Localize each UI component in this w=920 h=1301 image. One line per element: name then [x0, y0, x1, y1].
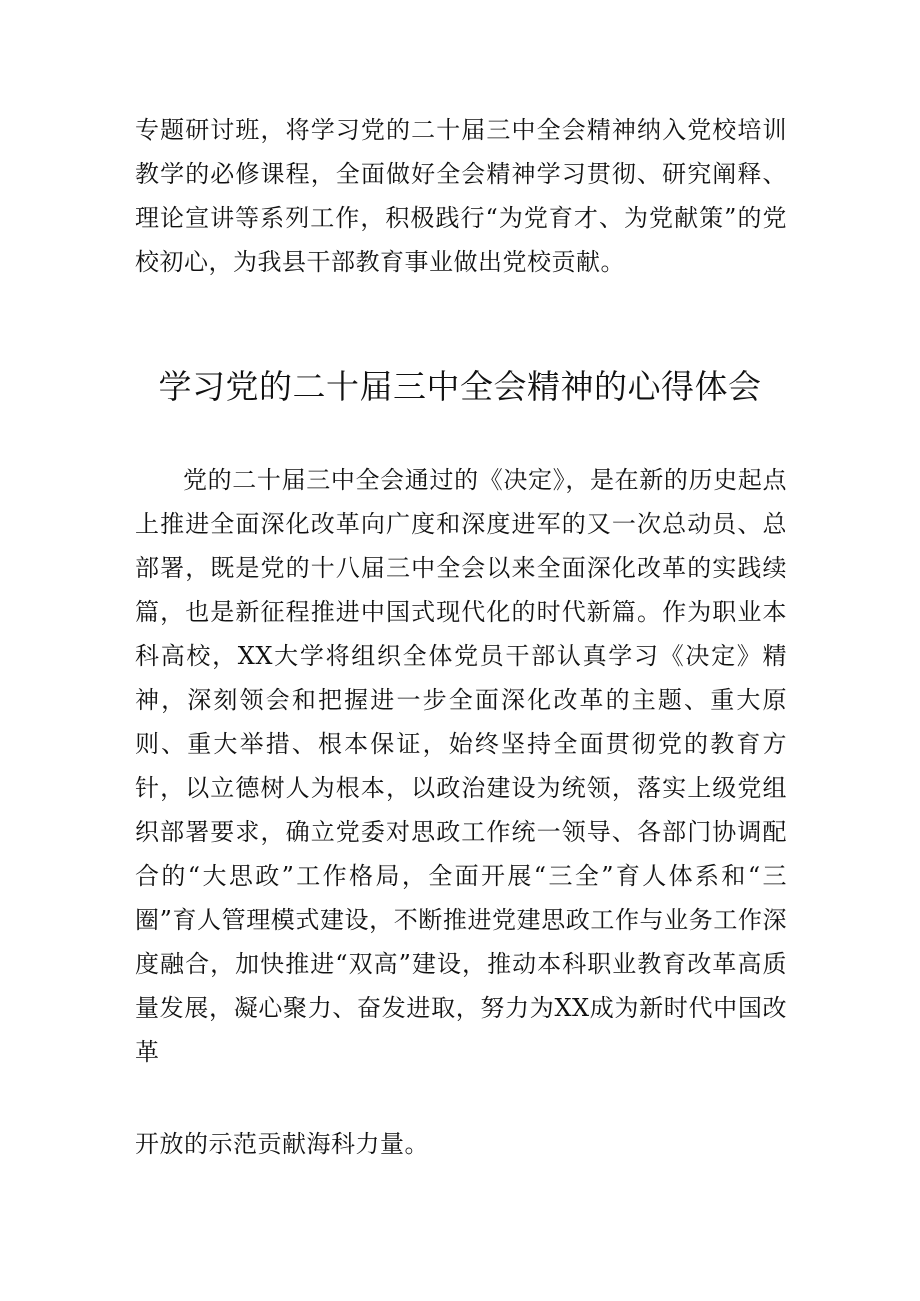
document-title: 学习党的二十届三中全会精神的心得体会	[158, 367, 762, 406]
intro-paragraph: 专题研讨班，将学习党的二十届三中全会精神纳入党校培训教学的必修课程，全面做好全会精神学习贯彻、研究阐释、理论宣讲等系列工作，积极践行“为党育才、为党献策”的党校初心，为我县干部教育事业做出党校贡献。	[135, 116, 787, 276]
body-paragraph: 党的二十届三中全会通过的《决定》，是在新的历史起点上推进全面深化改革向广度和深度进军的又一次总动员、总部署，既是党的十八届三中全会以来全面深化改革的实践续篇，也是新征程推进中国式现代化的时代新篇。作为职业本科高校，XX大学将组织全体党员干部认真学习《决定》精神，深刻领会和把握进一步全面深化改革的主题、重大原则、重大举措、根本保证，始终坚持全面贯彻党的教育方针，以立德树人为根本，以政治建设为统领，落实上级党组织部署要求，确立党委对思政工作统一领导、各部门协调配合的“大思政”工作格局，全面开展“三全”育人体系和“三圈”育人管理模式建设，不断推进党建思政工作与业务工作深度融合，加快推进“双高”建设，推动本科职业教育改革高质量发展，凝心聚力、奋发进取，努力为XX成为新时代中国改革	[135, 466, 787, 1066]
closing-paragraph: 开放的示范贡献海科力量。	[135, 1130, 429, 1158]
